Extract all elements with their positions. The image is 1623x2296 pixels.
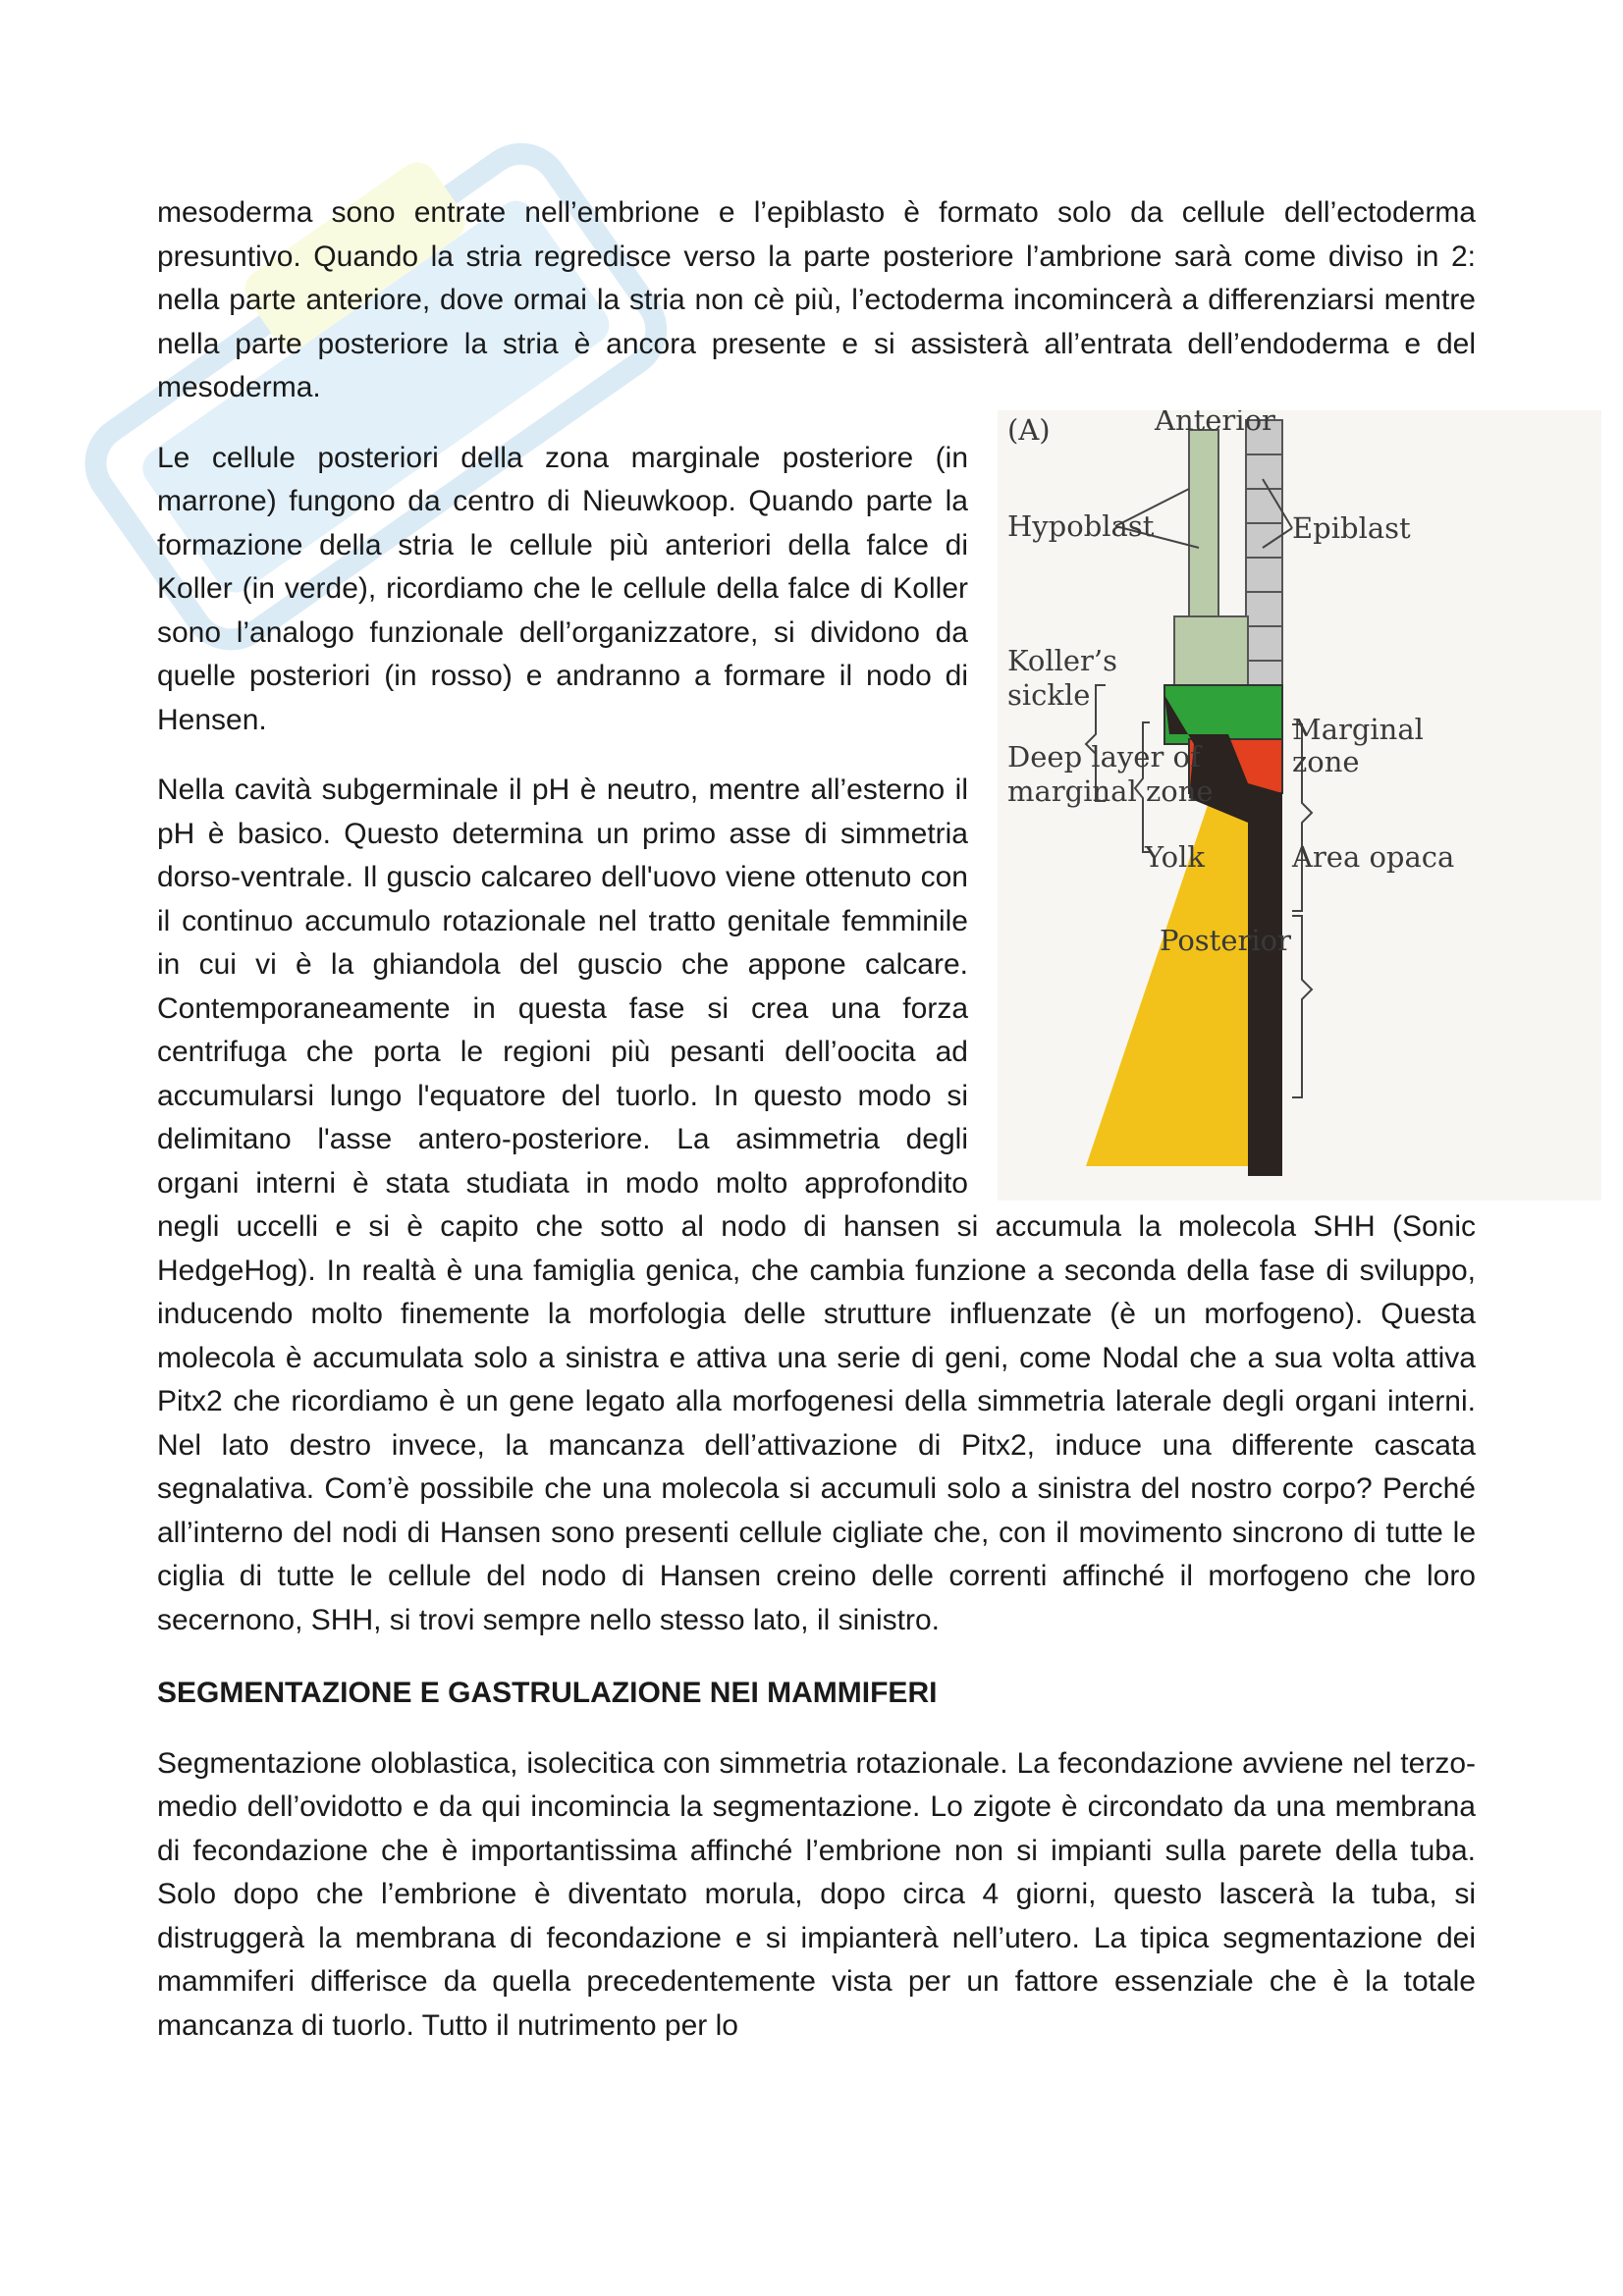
paragraph-2: Le cellule posteriori della zona marginale posteriore (in marrone) fungono da centro di Nieuwkoop. Quando parte la formazione della stria le cellule più anteriori della falce di Koller (in verde), ricordiamo che le cellule della falce di Koller sono l’analogo funzionale dell’organizzatore, si dividono da quelle posteriori (in rosso) e andranno a formare il nodo di Hensen. — [157, 441, 968, 736]
marginal-zone-label-1: Marginal — [1292, 712, 1424, 746]
marginal-zone-label-2: zone — [1292, 744, 1360, 778]
marginal-zone-diagram — [998, 410, 1601, 1201]
epiblast-label: Epiblast — [1292, 510, 1411, 545]
paragraph-3: Nella cavità subgerminale il pH è neutro, mentre all’esterno il pH è basico. Questo determina un primo asse di simmetria dorso-ventrale. Il guscio calcareo dell'uovo viene ottenuto con il continuo accumulo rotazionale nel tratto genitale femminile in cui vi è la ghiandola del guscio che appone calcare. Contemporaneamente in questa fase si crea una forza centrifuga che porta le regioni più pesanti dell’oocita ad accumularsi lungo l'equatore del tuorlo. In questo modo si delimitano l'asse antero-posteriore. La asimmetria degli organi interni è stata studiata in modo molto approfondito negli uccelli e si è capito che sotto al nodo di hansen si accumula la molecola SHH (Sonic HedgeHog). In realtà è una famiglia genica, che cambia funzione a seconda della fase di sviluppo, inducendo molto finemente la morfologia delle strutture influenzate (è un morfogeno). Questa molecola è accumulata solo a sinistra e attiva una serie di geni, come Nodal che a sua volta attiva Pitx2 che ricordiamo è un gene legato alla morfogenesi della simmetria laterale degli organi interni. Nel lato destro invece, la mancanza dell’attivazione di Pitx2, induce una differente cascata segnalativa. Com’è possibile che una molecola si accumuli solo a sinistra del nostro corpo? Perché all’interno del nodi di Hansen sono presenti cellule cigliate che, con il movimento sincrono di tutte le ciglia di tutte le cellule del nodo di Hansen creino delle correnti affinché il morfogeno che loro secernono, SHH, si trovi sempre nello stesso lato, il sinistro. — [157, 774, 1476, 1636]
area-opaca-label: Area opaca — [1292, 839, 1455, 874]
posterior-label: Posterior — [1160, 923, 1291, 957]
section-heading: SEGMENTAZIONE E GASTRULAZIONE NEI MAMMIFERI — [157, 1677, 938, 1709]
paragraph-1: mesoderma sono entrate nell’embrione e l’epiblasto è formato solo da cellule dell’ectoderma presuntivo. Quando la stria regredisce verso la parte posteriore l’ambrione sarà come diviso in 2: nella parte anteriore, dove ormai la stria non cè più, l’ectoderma incomincerà a differenziarsi mentre nella parte posteriore la stria è ancora presente e si assisterà all’entrata dell’endoderma e del mesoderma. — [157, 196, 1476, 403]
embryo-figure — [998, 410, 1601, 1201]
anterior-label: Anterior — [1155, 409, 1275, 437]
yolk-label: Yolk — [1145, 839, 1205, 874]
document-page — [157, 191, 1476, 2048]
deep-layer-label-1: Deep layer of — [1007, 739, 1201, 774]
deep-layer-label-2: marginal zone — [1007, 774, 1214, 808]
panel-label: (A) — [1007, 412, 1051, 447]
paragraph-4: Segmentazione oloblastica, isolecitica con simmetria rotazionale. La fecondazione avviene nel terzo-medio dell’ovidotto e da qui incomincia la segmentazione. Lo zigote è circondato da una membrana di fecondazione che è importantissima affinché l’embrione non si impianti sulla parete della tuba. Solo dopo che l’embrione è diventato morula, dopo circa 4 giorni, questo lascerà la tuba, si distruggerà la membrana di fecondazione e si impianterà nell’utero. La tipica segmentazione dei mammiferi differisce da quella precedentemente vista per un fattore essenziale che è la totale mancanza di tuorlo. Tutto il nutrimento per lo — [157, 1746, 1476, 2042]
hypoblast-label: Hypoblast — [1007, 508, 1155, 543]
kollers-label: Koller’s — [1007, 643, 1118, 677]
sickle-label: sickle — [1007, 677, 1091, 712]
